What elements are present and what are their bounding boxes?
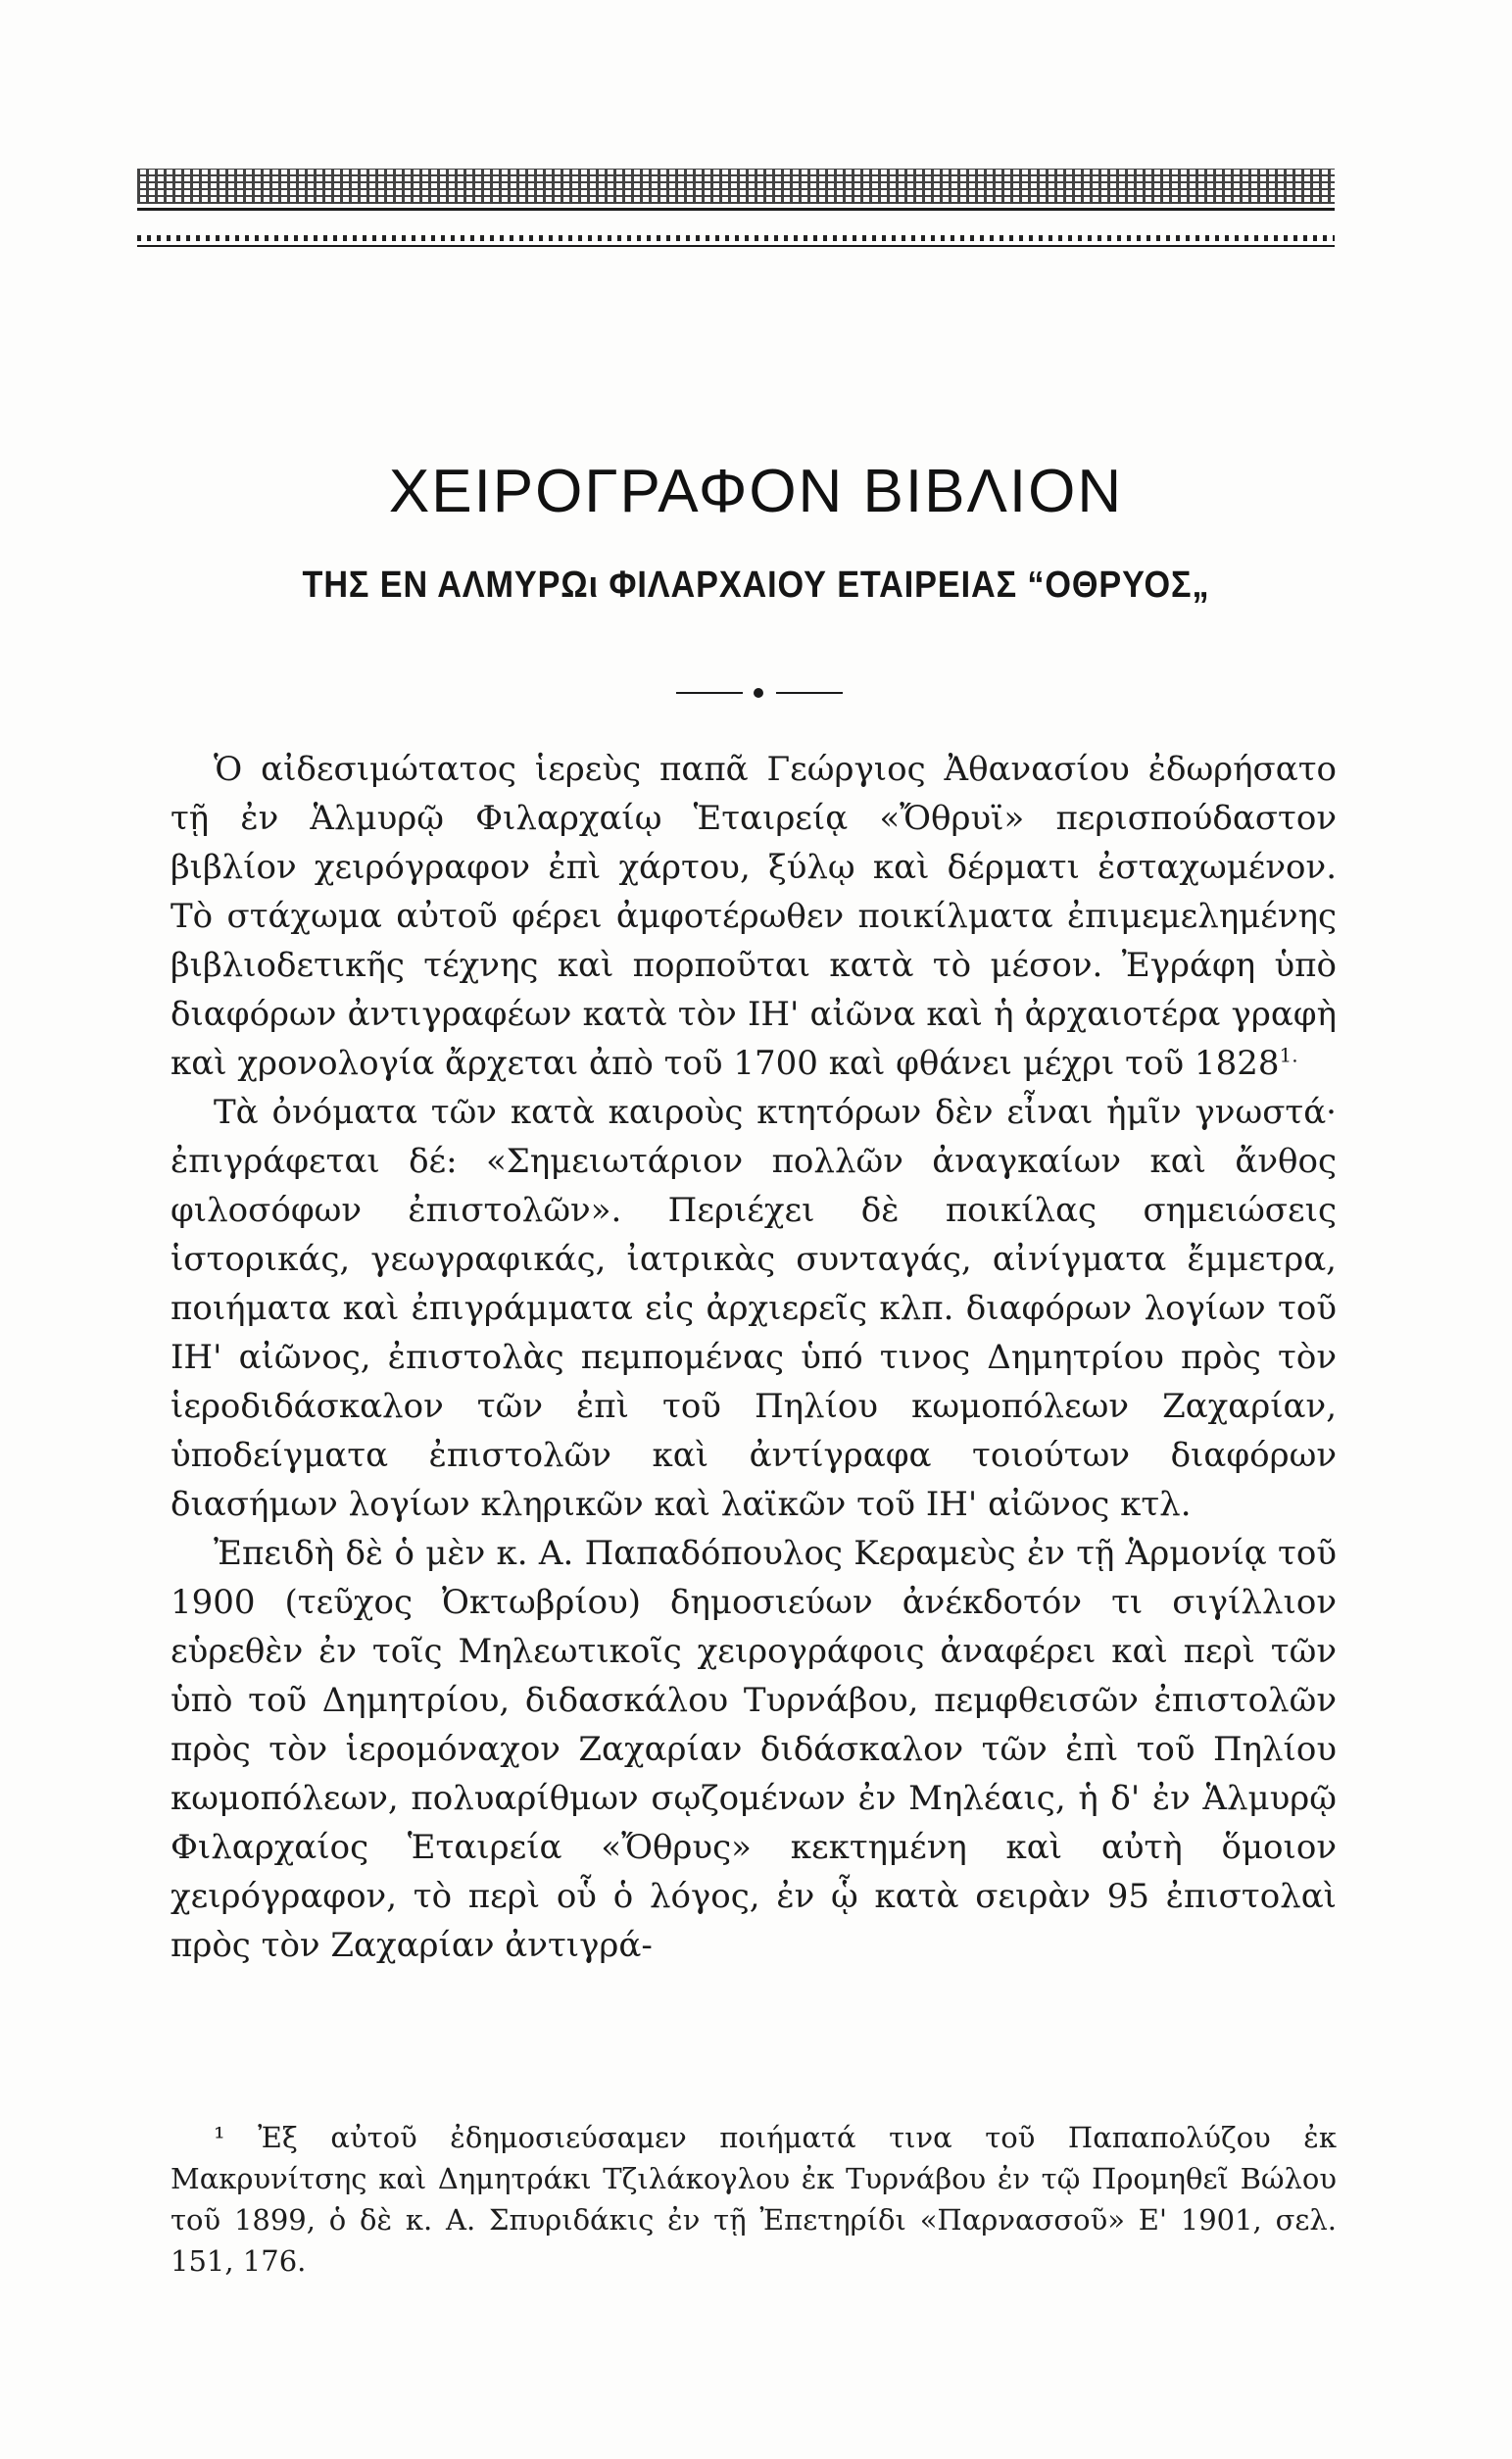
body-text (171, 745, 1337, 1970)
footnote-marker: 1. (1279, 1043, 1298, 1067)
paragraph-text: Ὁ αἰδεσιμώτατος ἱερεὺς παπᾶ Γεώργιος Ἀθανασίου ἐδωρήσατο τῇ ἐν Ἁλμυρῷ Φιλαρχαίῳ Ἑταιρείᾳ «Ὄθρυϊ» περισπούδαστον βιβλίον χειρόγραφον ἐπὶ χάρτου, ξύλῳ καὶ δέρματι ἐσταχωμένον. Τὸ στάχωμα αὐτοῦ φέρει ἀμφοτέρωθεν ποικίλματα ἐπιμεμελημένης βιβλιοδετικῆς τέχνης καὶ πορποῦται κατὰ τὸ μέσον. Ἐγράφη ὑπὸ διαφόρων ἀντιγραφέων κατὰ τὸν ΙΗ' αἰῶνα καὶ ἡ ἀρχαιοτέρα γραφὴ καὶ χρονολογία ἄρχεται ἀπὸ τοῦ 1700 καὶ φθάνει μέχρι τοῦ 1828 (171, 750, 1337, 1083)
decorative-header-band (137, 169, 1335, 204)
paragraph (171, 1529, 1337, 1970)
paragraph (171, 745, 1337, 1088)
divider-dot (754, 688, 763, 698)
section-divider (676, 686, 843, 700)
paragraph-text: Ἐπειδὴ δὲ ὁ μὲν κ. Α. Παπαδόπουλος Κεραμεὺς ἐν τῇ Ἁρμονίᾳ τοῦ 1900 (τεῦχος Ὀκτωβρίου) δημοσιεύων ἀνέκδοτόν τι σιγίλλιον εὑρεθὲν ἐν τοῖς Μηλεωτικοῖς χειρογράφοις ἀναφέρει καὶ περὶ τῶν ὑπὸ τοῦ Δημητρίου, διδασκάλου Τυρνάβου, πεμφθεισῶν ἐπιστολῶν πρὸς τὸν ἱερομόναχον Ζαχαρίαν διδάσκαλον τῶν ἐπὶ τοῦ Πηλίου κωμοπόλεων, πολυαρίθμων σῳζομένων ἐν Μηλέαις, ἡ δ' ἐν Ἁλμυρῷ Φιλαρχαίος Ἑταιρεία «Ὄθρυς» κεκτημένη καὶ αὐτὴ ὅμοιον χειρόγραφον, τὸ περὶ οὗ ὁ λόγος, ἐν ᾧ κατὰ σειρὰν 95 ἐπιστολαὶ πρὸς τὸν Ζαχαρίαν ἀντιγρά- (171, 1534, 1337, 1965)
divider-line-left (676, 692, 743, 694)
header-rule (137, 208, 1335, 211)
footnotes (171, 2117, 1337, 2282)
header-rule-bottom (137, 245, 1335, 247)
page-title: ΧΕΙΡΟΓΡΑΦΟΝ ΒΙΒΛΙΟΝ (388, 458, 1124, 525)
footnote: ¹ Ἐξ αὐτοῦ ἐδημοσιεύσαμεν ποιήματά τινα τοῦ Παπαπολύζου ἐκ Μακρυνίτσης καὶ Δημητράκι Τζιλάκογλου ἐκ Τυρνάβου ἐν τῷ Προμηθεῖ Βώλου τοῦ 1899, ὁ δὲ κ. Α. Σπυριδάκις ἐν τῇ Ἐπετηρίδι «Παρνασσοῦ» Ε' 1901, σελ. 151, 176. (171, 2121, 1337, 2278)
divider-line-right (776, 692, 843, 694)
header-dotted-rule (137, 235, 1335, 241)
page-subtitle: ΤΗΣ ΕΝ ΑΛΜΥΡΩι ΦΙΛΑΡΧΑΙΟΥ ΕΤΑΙΡΕΙΑΣ “ΟΘΡΥΟΣ„ (302, 565, 1210, 606)
paragraph (171, 1088, 1337, 1529)
paragraph-text: Τὰ ὀνόματα τῶν κατὰ καιροὺς κτητόρων δὲν εἶναι ἡμῖν γνωστά· ἐπιγράφεται δέ: «Σημειωτάριον πολλῶν ἀναγκαίων καὶ ἄνθος φιλοσόφων ἐπιστολῶν». Περιέχει δὲ ποικίλας σημειώσεις ἱστορικάς, γεωγραφικάς, ἰατρικὰς συνταγάς, αἰνίγματα ἔμμετρα, ποιήματα καὶ ἐπιγράμματα εἰς ἀρχιερεῖς κλπ. διαφόρων λογίων τοῦ ΙΗ' αἰῶνος, ἐπιστολὰς πεμπομένας ὑπό τινος Δημητρίου πρὸς τὸν ἱεροδιδάσκαλον τῶν ἐπὶ τοῦ Πηλίου κωμοπόλεων Ζαχαρίαν, ὑποδείγματα ἐπιστολῶν καὶ ἀντίγραφα τοιούτων διαφόρων διασήμων λογίων κληρικῶν καὶ λαϊκῶν τοῦ ΙΗ' αἰῶνος κτλ. (171, 1093, 1337, 1524)
